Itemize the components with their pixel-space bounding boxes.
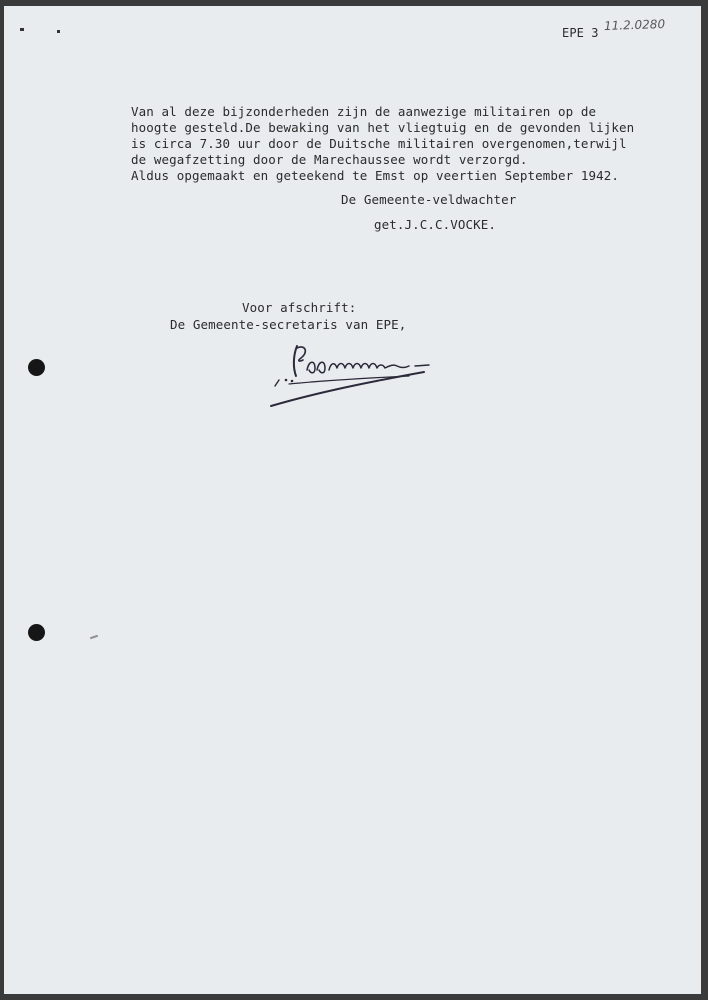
copy-heading: Voor afschrift: — [242, 300, 357, 315]
handwritten-signature — [259, 340, 459, 410]
archive-number: 11.2.0280 — [603, 16, 666, 34]
officer-signed-name: get.J.C.C.VOCKE. — [374, 217, 497, 232]
officer-role: De Gemeente-veldwachter — [341, 192, 517, 207]
margin-mark — [57, 30, 60, 33]
body-line: de wegafzetting door de Marechaussee wordt verzorgd. — [131, 152, 528, 167]
secretary-title: De Gemeente-secretaris van EPE, — [170, 317, 407, 332]
body-line: Van al deze bijzonderheden zijn de aanwezige militairen op de — [131, 104, 597, 119]
document-page — [4, 6, 701, 994]
margin-mark — [20, 28, 24, 31]
body-line: is circa 7.30 uur door de Duitsche militairen overgenomen,terwijl — [131, 136, 627, 151]
paper-mark — [90, 635, 98, 640]
reference-code: EPE 3 — [562, 26, 599, 40]
punch-hole — [28, 359, 45, 376]
body-line: hoogte gesteld.De bewaking van het vliegtuig en de gevonden lijken — [131, 120, 635, 135]
punch-hole — [28, 624, 45, 641]
body-line: Aldus opgemaakt en geteekend te Emst op veertien September 1942. — [131, 168, 620, 183]
